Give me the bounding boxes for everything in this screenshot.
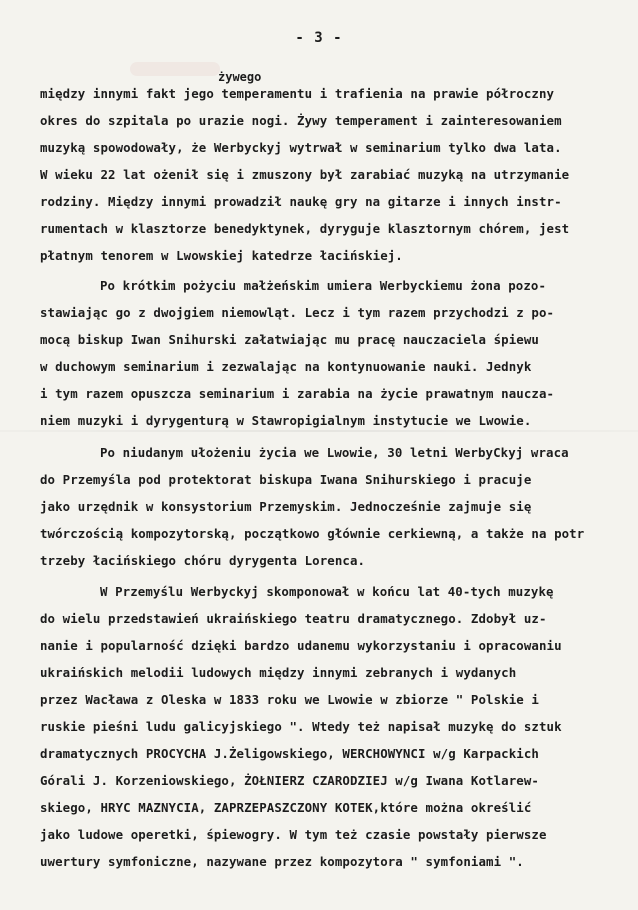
paragraph-first-line: Po niudanym ułożeniu życia we Lwowie, 30 letni WerbyCkyj wraca [100, 445, 569, 460]
text-line: muzyką spowodowały, że Werbyckyj wytrwał w seminarium tylko dwa lata. [40, 140, 562, 155]
text-line: twórczością kompozytorską, początkowo głównie cerkiewną, a także na potr [40, 526, 585, 541]
text-line: między innymi fakt jego temperamentu i trafienia na prawie półroczny [40, 86, 555, 101]
text-line: nanie i popularność dzięki bardzo udanemu wykorzystaniu i opracowaniu [40, 638, 562, 653]
text-line: w duchowym seminarium i zezwalając na kontynuowanie nauki. Jednyk [40, 359, 532, 374]
text-line: W wieku 22 lat ożenił się i zmuszony był zarabiać muzyką na utrzymanie [40, 167, 570, 182]
text-line: jako ludowe operetki, śpiewogry. W tym też czasie powstały pierwsze [40, 827, 547, 842]
paragraph-first-line: Po krótkim pożyciu małżeńskim umiera Werbyckiemu żona pozo- [100, 278, 547, 293]
page-number: - 3 - [295, 30, 343, 46]
text-line: jako urzędnik w konsystorium Przemyskim. Jednocześnie zajmuje się [40, 499, 532, 514]
text-line: niem muzyki i dyrygenturą w Stawropigialnym instytucie we Lwowie. [40, 413, 532, 428]
text-line: do Przemyśla pod protektorat biskupa Iwana Snihurskiego i pracuje [40, 472, 532, 487]
text-line: stawiając go z dwojgiem niemowląt. Lecz i tym razem przychodzi z po- [40, 305, 555, 320]
text-line: skiego, HRYC MAZNYCIA, ZAPRZEPASZCZONY KOTEK,które można określić [40, 800, 532, 815]
text-line: rodziny. Między innymi prowadził naukę gry na gitarze i innych instr- [40, 194, 562, 209]
paper-fold [0, 430, 638, 432]
text-line: trzeby łacińskiego chóru dyrygenta Lorenca. [40, 553, 366, 568]
text-line: płatnym tenorem w Lwowskiej katedrze łacińskiej. [40, 248, 403, 263]
text-line: i tym razem opuszcza seminarium i zarabia na życie prawatnym nauczа- [40, 386, 555, 401]
paper-stain [130, 62, 220, 76]
text-line: okres do szpitala po urazie nogi. Żywy temperament i zainteresowaniem [40, 113, 562, 128]
text-line: mocą biskup Iwan Snihurski załatwiając mu pracę nauczaciela śpiewu [40, 332, 539, 347]
text-line: ukraińskich melodii ludowych między innymi zebranych i wydanych [40, 665, 517, 680]
handwritten-insertion: żywego [218, 70, 262, 84]
text-line: ruskie pieśni ludu galicyjskiego ". Wtedy też napisał muzykę do sztuk [40, 719, 562, 734]
text-line: dramatycznych PROCYCHA J.Żeligowskiego, WERCHOWYNCI w/g Karpackich [40, 746, 539, 761]
paragraph-first-line: W Przemyślu Werbyckyj skomponował w końcu lat 40-tych muzykę [100, 584, 554, 599]
text-line: do wielu przedstawień ukraińskiego teatru dramatycznego. Zdobył uz- [40, 611, 547, 626]
text-line: rumentach w klasztorze benedyktynek, dyryguje klasztornym chórem, jest [40, 221, 570, 236]
text-line: Górali J. Korzeniowskiego, ŻOŁNIERZ CZARODZIEJ w/g Iwana Kotlarew- [40, 773, 539, 788]
text-line: przez Wacława z Oleska w 1833 roku we Lwowie w zbiorze " Polskie i [40, 692, 539, 707]
text-line: uwertury symfoniczne, nazywane przez kompozytora " symfoniami ". [40, 854, 524, 869]
